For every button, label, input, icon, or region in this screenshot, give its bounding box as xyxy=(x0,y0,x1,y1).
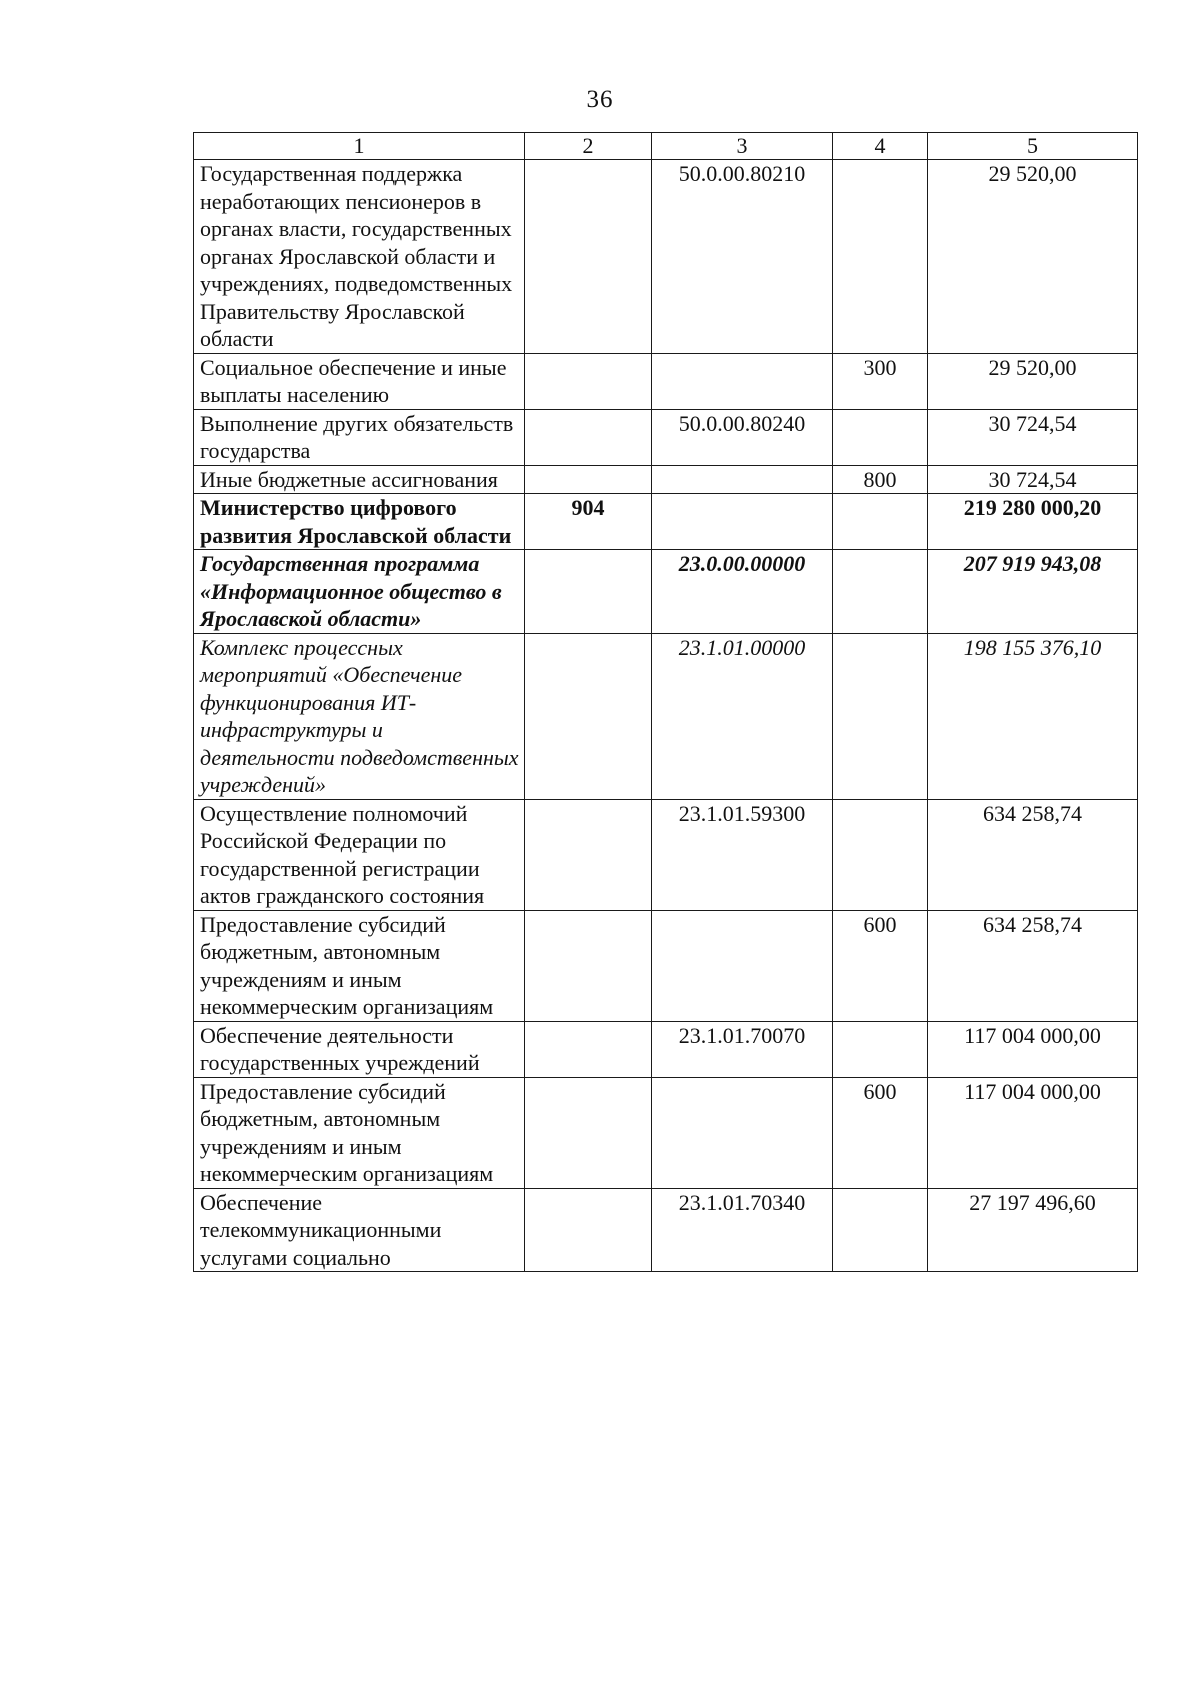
row-name-cell: Обеспечение деятельности государственных учреждений xyxy=(194,1021,525,1077)
row-target-code-cell xyxy=(652,910,833,1021)
row-target-code-cell xyxy=(652,353,833,409)
row-expense-type-cell xyxy=(833,550,928,634)
row-expense-type-cell xyxy=(833,494,928,550)
row-code-cell xyxy=(525,160,652,354)
row-code-cell xyxy=(525,910,652,1021)
table-row xyxy=(194,1188,1138,1272)
row-expense-type-cell: 300 xyxy=(833,353,928,409)
row-amount-cell: 117 004 000,00 xyxy=(928,1021,1138,1077)
row-amount-cell: 30 724,54 xyxy=(928,409,1138,465)
row-name-cell: Выполнение других обязательств государства xyxy=(194,409,525,465)
table-row xyxy=(194,160,1138,354)
row-amount-cell: 634 258,74 xyxy=(928,910,1138,1021)
table-row xyxy=(194,494,1138,550)
row-code-cell xyxy=(525,550,652,634)
column-header-4: 4 xyxy=(833,133,928,160)
column-header-2: 2 xyxy=(525,133,652,160)
row-name-cell: Иные бюджетные ассигнования xyxy=(194,465,525,494)
table-header-row xyxy=(194,133,1138,160)
row-name-cell: Предоставление субсидий бюджетным, автономным учреждениям и иным некоммерческим организациям xyxy=(194,1077,525,1188)
row-name-cell: Государственная программа «Информационное общество в Ярославской области» xyxy=(194,550,525,634)
row-name-cell: Предоставление субсидий бюджетным, автономным учреждениям и иным некоммерческим организациям xyxy=(194,910,525,1021)
row-target-code-cell: 50.0.00.80240 xyxy=(652,409,833,465)
table-row xyxy=(194,910,1138,1021)
row-amount-cell: 29 520,00 xyxy=(928,160,1138,354)
row-name-cell: Социальное обеспечение и иные выплаты населению xyxy=(194,353,525,409)
row-target-code-cell: 23.1.01.00000 xyxy=(652,633,833,799)
page-number: 36 xyxy=(586,86,614,113)
table-row xyxy=(194,1021,1138,1077)
row-target-code-cell: 23.0.00.00000 xyxy=(652,550,833,634)
row-code-cell xyxy=(525,633,652,799)
row-code-cell xyxy=(525,1077,652,1188)
budget-table xyxy=(193,132,1138,1272)
table-row xyxy=(194,1077,1138,1188)
row-expense-type-cell xyxy=(833,409,928,465)
table-row xyxy=(194,353,1138,409)
row-expense-type-cell xyxy=(833,799,928,910)
row-amount-cell: 29 520,00 xyxy=(928,353,1138,409)
table-row xyxy=(194,409,1138,465)
column-header-5: 5 xyxy=(928,133,1138,160)
row-target-code-cell xyxy=(652,1077,833,1188)
row-expense-type-cell xyxy=(833,160,928,354)
row-name-cell: Обеспечение телекоммуникационными услугами социально xyxy=(194,1188,525,1272)
row-expense-type-cell: 600 xyxy=(833,910,928,1021)
row-target-code-cell xyxy=(652,465,833,494)
row-amount-cell: 219 280 000,20 xyxy=(928,494,1138,550)
table-row xyxy=(194,633,1138,799)
row-code-cell xyxy=(525,465,652,494)
table-row xyxy=(194,465,1138,494)
row-target-code-cell: 23.1.01.59300 xyxy=(652,799,833,910)
row-name-cell: Комплекс процессных мероприятий «Обеспечение функционирования ИТ-инфраструктуры и деятельности подведомственных учреждений» xyxy=(194,633,525,799)
row-amount-cell: 27 197 496,60 xyxy=(928,1188,1138,1272)
row-code-cell xyxy=(525,1021,652,1077)
row-target-code-cell: 50.0.00.80210 xyxy=(652,160,833,354)
row-amount-cell: 30 724,54 xyxy=(928,465,1138,494)
table-row xyxy=(194,550,1138,634)
table-body xyxy=(194,133,1138,1272)
row-expense-type-cell: 600 xyxy=(833,1077,928,1188)
row-name-cell: Осуществление полномочий Российской Федерации по государственной регистрации актов гражданского состояния xyxy=(194,799,525,910)
row-amount-cell: 207 919 943,08 xyxy=(928,550,1138,634)
row-target-code-cell xyxy=(652,494,833,550)
row-target-code-cell: 23.1.01.70070 xyxy=(652,1021,833,1077)
row-expense-type-cell: 800 xyxy=(833,465,928,494)
row-name-cell: Государственная поддержка неработающих пенсионеров в органах власти, государственных органах Ярославской области и учреждениях, подведомственных Правительству Ярославской области xyxy=(194,160,525,354)
row-expense-type-cell xyxy=(833,1188,928,1272)
row-code-cell xyxy=(525,353,652,409)
row-amount-cell: 198 155 376,10 xyxy=(928,633,1138,799)
row-code-cell xyxy=(525,1188,652,1272)
row-amount-cell: 634 258,74 xyxy=(928,799,1138,910)
row-target-code-cell: 23.1.01.70340 xyxy=(652,1188,833,1272)
row-code-cell: 904 xyxy=(525,494,652,550)
row-code-cell xyxy=(525,799,652,910)
column-header-1: 1 xyxy=(194,133,525,160)
row-expense-type-cell xyxy=(833,1021,928,1077)
row-amount-cell: 117 004 000,00 xyxy=(928,1077,1138,1188)
table-row xyxy=(194,799,1138,910)
row-code-cell xyxy=(525,409,652,465)
column-header-3: 3 xyxy=(652,133,833,160)
row-expense-type-cell xyxy=(833,633,928,799)
row-name-cell: Министерство цифрового развития Ярославской области xyxy=(194,494,525,550)
